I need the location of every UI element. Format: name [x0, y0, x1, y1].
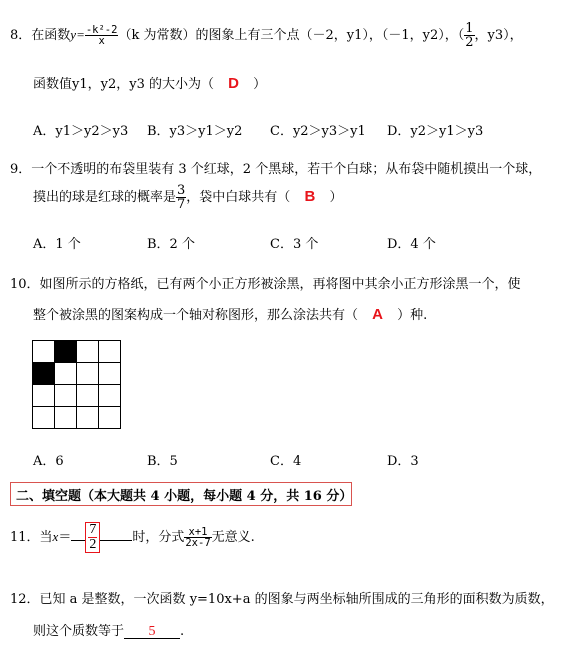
- q9-line2-pre: 摸出的球是红球的概率是: [33, 190, 177, 205]
- grid-cell: [77, 385, 99, 407]
- q8-option-d: D．y2＞y1＞y3: [387, 124, 484, 139]
- q10-option-c: C．4: [270, 454, 302, 469]
- q11-frac-den: 2x-7: [185, 537, 211, 549]
- grid-cell-black: [33, 363, 55, 385]
- q11-pre: 11．当: [10, 530, 53, 545]
- q9-close: ）: [329, 190, 343, 205]
- q9-line1: 9．一个不透明的布袋里装有 3 个红球，2 个黑球，若干个白球；从布袋中随机摸出一个球，: [10, 162, 542, 177]
- q10-option-d: D．3: [387, 454, 419, 469]
- q9-answer: B: [304, 188, 316, 205]
- grid-cell: [33, 341, 55, 363]
- q8-func-denominator: x: [98, 35, 105, 47]
- q10-answer: A: [372, 306, 383, 323]
- q12-line2: [33, 620, 184, 639]
- q12-answer: 5: [148, 624, 156, 639]
- q8-option-a: A．y1＞y2＞y3: [33, 124, 129, 139]
- q12-line1: 12．已知 a 是整数，一次函数 y=10x+a 的图象与两坐标轴所围成的三角形的面积数为质数，: [10, 592, 554, 607]
- q11-mid: 时，分式: [132, 530, 185, 545]
- q8-lead: 在函数: [31, 28, 71, 43]
- q8-number: 8．: [10, 28, 32, 43]
- grid-cell: [33, 385, 55, 407]
- grid-cell: [55, 407, 77, 429]
- q12-answer-blank: [124, 624, 180, 639]
- q8-func-numerator: -k²-2: [85, 23, 118, 36]
- grid-cell-black: [55, 341, 77, 363]
- q8-close: ）: [253, 77, 267, 92]
- grid-cell: [55, 363, 77, 385]
- q8-function-fraction: [85, 25, 119, 47]
- section-title: 二、填空题（本大题共 4 小题，每小题 4 分，共 16 分）: [16, 489, 353, 504]
- q8-y-eq: y=: [70, 27, 85, 42]
- q9-option-c: C．3 个: [270, 237, 319, 252]
- q11-frac-num: x+1: [184, 527, 211, 539]
- q8-line2-text: 函数值y1，y2，y3 的大小为（: [33, 77, 214, 92]
- q9-prob-fraction: [176, 184, 186, 211]
- q9-line2-post: ，袋中白球共有（: [186, 190, 291, 205]
- q8-option-c: C．y2＞y3＞y1: [270, 124, 366, 139]
- q8-half-fraction: [464, 22, 474, 49]
- q11-blank-left: [71, 526, 85, 541]
- q9-prob-den: 7: [177, 197, 186, 212]
- q11-fraction: [184, 527, 211, 549]
- q9-option-a: A．1 个: [33, 237, 81, 252]
- q8-k-note: （k 为常数）的图象上有三个点（－2，y1），（－1，y2），（: [118, 28, 465, 43]
- grid-cell: [55, 385, 77, 407]
- q10-line2: [33, 304, 427, 323]
- q10-line2-pre: 整个被涂黑的图案构成一个轴对称图形，那么涂法共有（: [33, 308, 359, 323]
- grid-cell: [99, 363, 121, 385]
- q8-half-num: 1: [465, 21, 474, 36]
- q9-option-d: D．4 个: [387, 237, 436, 252]
- q11-answer-num: 7: [89, 522, 97, 537]
- grid-cell: [77, 407, 99, 429]
- q8-answer: D: [228, 75, 239, 92]
- q10-line2-post: ）种.: [397, 308, 428, 323]
- q11-var: x: [52, 529, 59, 544]
- grid-cell: [77, 341, 99, 363]
- q8-after-half: ，y3），: [474, 28, 523, 43]
- q12-line2-pre: 则这个质数等于: [33, 624, 125, 639]
- q8-line2: [33, 73, 266, 92]
- grid-cell: [99, 341, 121, 363]
- q9-line2: [33, 184, 342, 211]
- grid-cell: [77, 363, 99, 385]
- q9-prob-num: 3: [177, 183, 186, 198]
- q10-option-a: A．6: [33, 454, 64, 469]
- q11-eq: ＝: [58, 530, 72, 545]
- grid-cell: [33, 407, 55, 429]
- q8-option-b: B．y3＞y1＞y2: [147, 124, 243, 139]
- q11-line: [10, 522, 255, 553]
- grid-cell: [99, 385, 121, 407]
- q9-option-b: B．2 个: [147, 237, 195, 252]
- q11-blank-right: [100, 526, 132, 541]
- q10-option-b: B．5: [147, 454, 178, 469]
- q11-answer-den: 2: [89, 537, 97, 552]
- q12-line2-post: .: [180, 624, 185, 639]
- q8-half-den: 2: [465, 35, 474, 50]
- grid-cell: [99, 407, 121, 429]
- q11-post: 无意义.: [211, 530, 255, 545]
- q8-line1: [10, 22, 523, 49]
- q11-answer-fraction: [85, 522, 100, 553]
- q10-grid-figure: [32, 340, 121, 429]
- q10-line1: 10．如图所示的方格纸，已有两个小正方形被涂黑，再将图中其余小正方形涂黑一个，使: [10, 277, 521, 292]
